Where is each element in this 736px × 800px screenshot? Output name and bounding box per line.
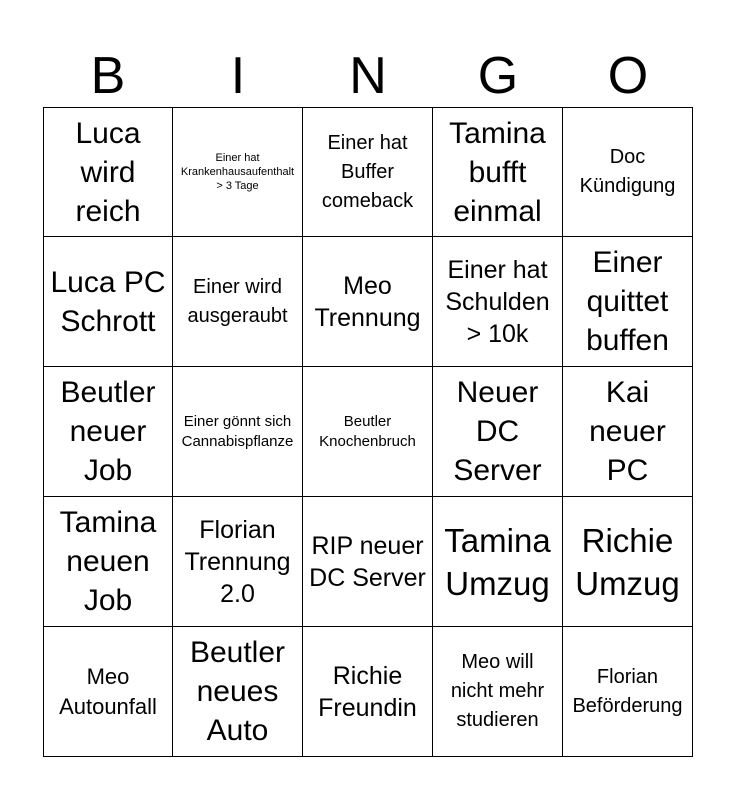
bingo-cell[interactable]: Beutler neues Auto xyxy=(173,627,303,757)
bingo-header xyxy=(43,44,693,108)
bingo-cell[interactable]: Florian Beförderung xyxy=(563,627,693,757)
bingo-cell[interactable]: Einer quittet buffen xyxy=(563,237,693,367)
bingo-cell[interactable]: RIP neuer DC Server xyxy=(303,497,433,627)
header-letter-i: I xyxy=(230,47,246,105)
bingo-cell[interactable]: Richie Umzug xyxy=(563,497,693,627)
bingo-cell[interactable]: Meo Trennung xyxy=(303,237,433,367)
header-letter-g: G xyxy=(477,47,519,105)
header-letter-o: O xyxy=(607,47,649,105)
bingo-cell[interactable]: Doc Kündigung xyxy=(563,107,693,237)
bingo-cell[interactable]: Beutler Knochenbruch xyxy=(303,367,433,497)
bingo-cell[interactable]: Tamina neuen Job xyxy=(43,497,173,627)
bingo-cell[interactable]: Richie Freundin xyxy=(303,627,433,757)
bingo-cell[interactable]: Meo will nicht mehr studieren xyxy=(433,627,563,757)
header-letter-n: N xyxy=(349,47,387,105)
header-letter-b: B xyxy=(90,47,126,105)
bingo-cell[interactable]: Einer wird ausgeraubt xyxy=(173,237,303,367)
bingo-cell[interactable]: Tamina Umzug xyxy=(433,497,563,627)
bingo-cell[interactable]: Einer hat Krankenhausaufenthalt > 3 Tage xyxy=(173,107,303,237)
bingo-cell[interactable]: Neuer DC Server xyxy=(433,367,563,497)
bingo-cell[interactable]: Luca wird reich xyxy=(43,107,173,237)
bingo-cell[interactable]: Florian Trennung 2.0 xyxy=(173,497,303,627)
bingo-cell[interactable]: Kai neuer PC xyxy=(563,367,693,497)
bingo-cell[interactable]: Tamina bufft einmal xyxy=(433,107,563,237)
bingo-cell[interactable]: Meo Autounfall xyxy=(43,627,173,757)
bingo-board xyxy=(43,107,693,757)
bingo-cell[interactable]: Einer hat Buffer comeback xyxy=(303,107,433,237)
bingo-cell[interactable]: Beutler neuer Job xyxy=(43,367,173,497)
bingo-cell[interactable]: Einer gönnt sich Cannabispflanze xyxy=(173,367,303,497)
bingo-cell[interactable]: Einer hat Schulden > 10k xyxy=(433,237,563,367)
bingo-cell[interactable]: Luca PC Schrott xyxy=(43,237,173,367)
